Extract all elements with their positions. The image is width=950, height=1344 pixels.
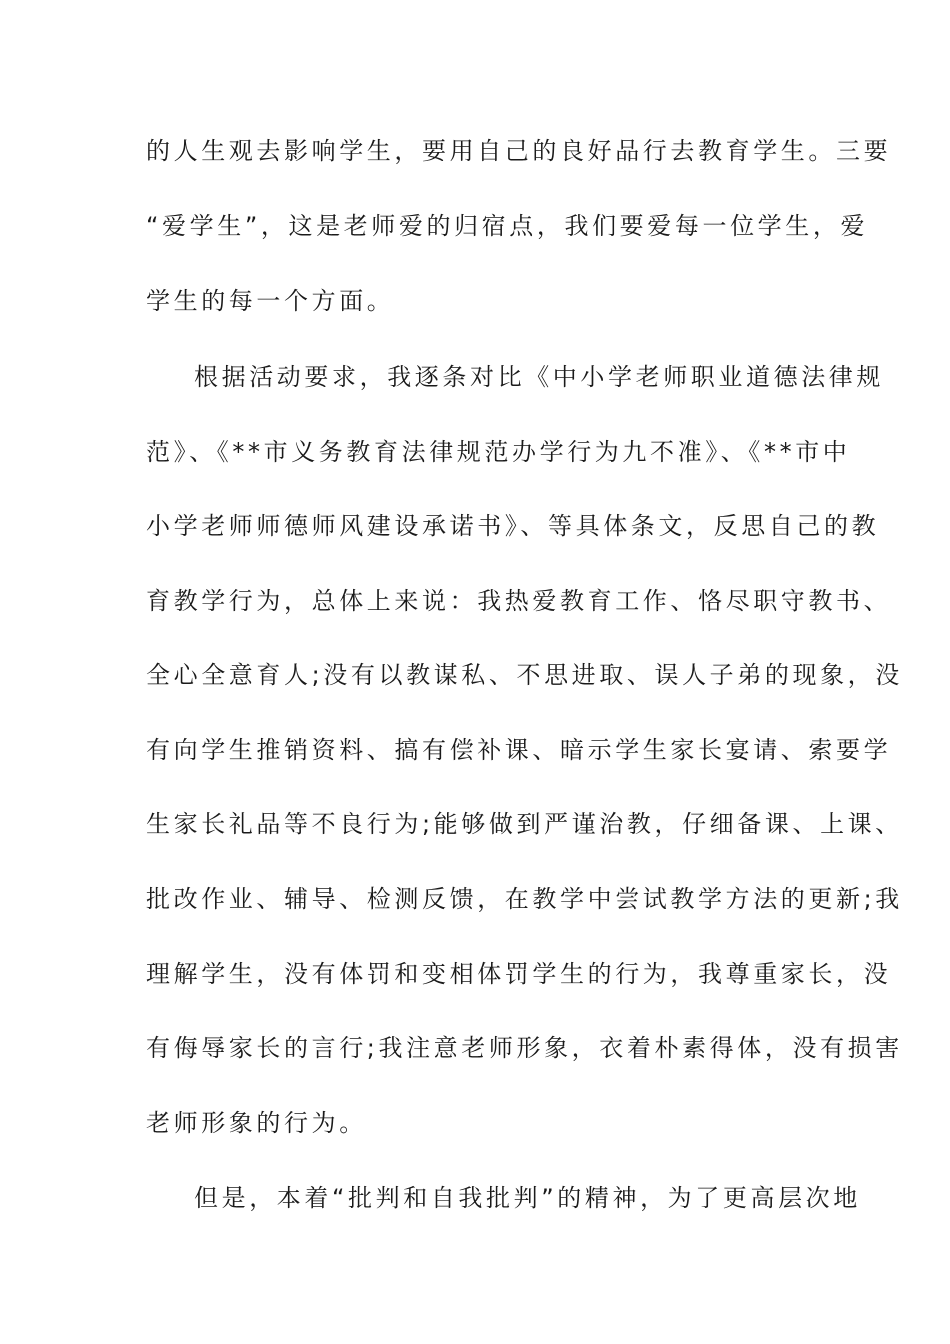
body-text-line: 有向学生推销资料、搞有偿补课、暗示学生家长宴请、索要学 (146, 736, 892, 764)
body-text-line: 全心全意育人;没有以教谋私、不思进取、误人子弟的现象，没 (146, 661, 903, 689)
body-text-line: 学生的每一个方面。 (146, 287, 395, 315)
body-text-line: “爱学生”，这是老师爱的归宿点，我们要爱每一位学生，爱 (146, 212, 869, 240)
body-text-line: 小学老师师德师风建设承诺书》、等具体条文，反思自己的教 (146, 512, 880, 540)
body-text-line: 育教学行为，总体上来说：我热爱教育工作、恪尽职守教书、 (146, 587, 892, 615)
body-text-line: 范》、《**市义务教育法律规范办学行为九不准》、《**市中 (146, 438, 851, 466)
body-text-line: 批改作业、辅导、检测反馈，在教学中尝试教学方法的更新;我 (146, 885, 903, 913)
body-text-line: 生家长礼品等不良行为;能够做到严谨治教，仔细备课、上课、 (146, 810, 903, 838)
body-text-line: 的人生观去影响学生，要用自己的良好品行去教育学生。三要 (146, 137, 892, 165)
paragraph-first-line: 根据活动要求，我逐条对比《中小学老师职业道德法律规 (194, 363, 884, 391)
body-text-line: 理解学生，没有体罚和变相体罚学生的行为，我尊重家长，没 (146, 960, 892, 988)
body-text-line: 老师形象的行为。 (146, 1109, 367, 1137)
paragraph-first-line: 但是，本着“批判和自我批判”的精神，为了更高层次地 (194, 1184, 861, 1212)
body-text-line: 有侮辱家长的言行;我注意老师形象，衣着朴素得体，没有损害 (146, 1034, 903, 1062)
